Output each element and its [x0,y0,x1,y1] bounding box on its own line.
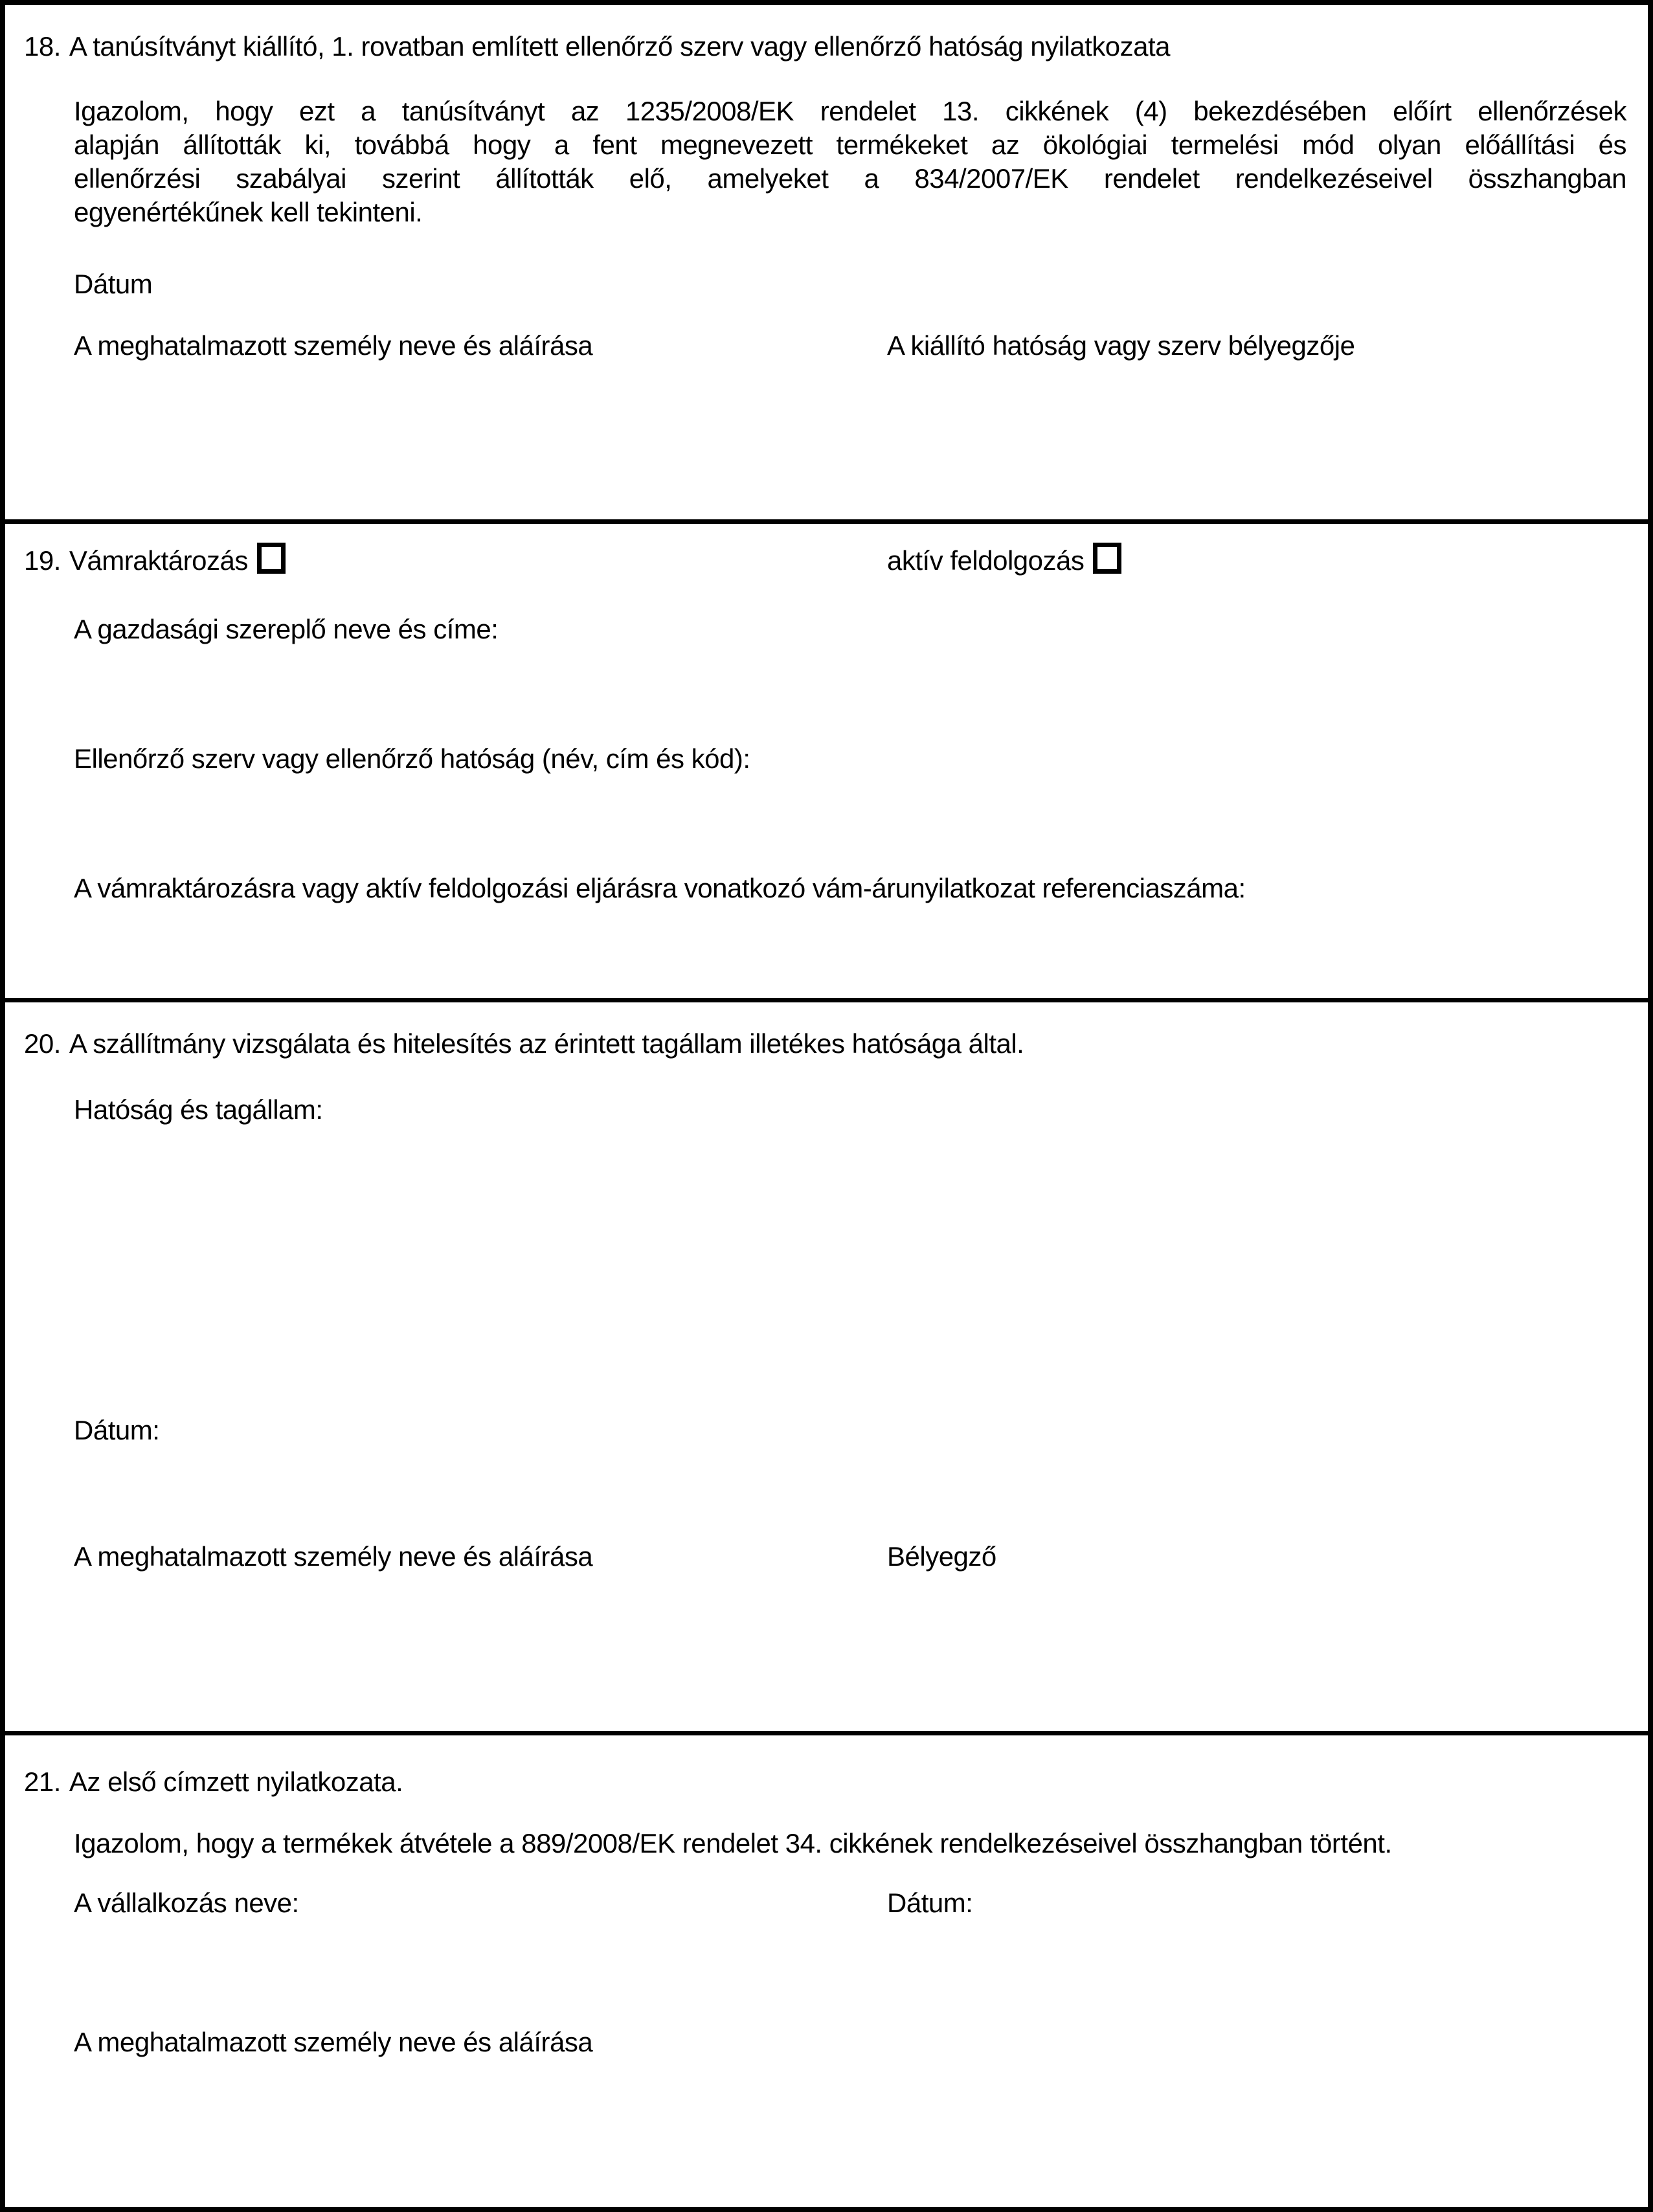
customs-warehousing-label: Vámraktározás [69,545,248,576]
declaration-line: Igazolom, hogy ezt a tanúsítványt az 1235/2008/EK rendelet 13. cikkének (4) bekezdésében előírt ellenőrzések [74,96,1626,126]
section-divider [5,998,1648,1002]
section-21-title: Az első címzett nyilatkozata. [69,1766,403,1797]
section-20-stamp-label: Bélyegző [887,1541,996,1572]
inward-processing-checkbox[interactable] [1093,543,1121,574]
section-18-title: A tanúsítványt kiállító, 1. rovatban említett ellenőrző szerv vagy ellenőrző hatóság nyilatkozata [69,31,1171,62]
inward-processing-label: aktív feldolgozás [887,545,1085,576]
section-19-heading [24,543,286,578]
section-18-declaration [74,95,1626,229]
section-21-heading [24,1765,403,1799]
declaration-line: ellenőrzési szabályai szerint állították elő, amelyeket a 834/2007/EK rendelet rendelkezéseivel összhangban [74,163,1626,194]
section-20-title: A szállítmány vizsgálata és hitelesítés az érintett tagállam illetékes hatósága által. [69,1028,1024,1059]
declaration-line: egyenértékűnek kell tekinteni. [74,197,423,227]
section-divider [5,1731,1648,1735]
section-19-number: 19. [24,545,61,576]
authority-member-state-label: Hatóság és tagállam: [74,1094,323,1125]
section-18-number: 18. [24,31,61,62]
customs-declaration-reference-label: A vámraktározásra vagy aktív feldolgozási eljárásra vonatkozó vám-árunyilatkozat referenciaszáma: [74,873,1246,903]
section-21-declaration: Igazolom, hogy a termékek átvétele a 889/2008/EK rendelet 34. cikkének rendelkezéseivel összhangban történt. [74,1828,1392,1858]
inspection-body-label: Ellenőrző szerv vagy ellenőrző hatóság (név, cím és kód): [74,743,750,774]
company-name-label: A vállalkozás neve: [74,1888,299,1918]
inward-processing-option [887,543,1121,578]
operator-name-address-label: A gazdasági szereplő neve és címe: [74,614,499,644]
section-20-number: 20. [24,1028,61,1059]
section-21-number: 21. [24,1766,61,1797]
declaration-line: alapján állították ki, továbbá hogy a fent megnevezett termékeket az ökológiai termelési mód olyan előállítási és [74,130,1626,160]
section-21-date-label: Dátum: [887,1888,973,1918]
section-18-date-label: Dátum [74,269,153,299]
section-18-signature-label: A meghatalmazott személy neve és aláírása [74,330,593,361]
section-20-date-label: Dátum: [74,1415,160,1445]
customs-warehousing-checkbox[interactable] [257,543,286,574]
section-18-heading [24,30,1170,63]
section-18-stamp-label: A kiállító hatóság vagy szerv bélyegzője [887,330,1355,361]
section-20-heading [24,1027,1024,1061]
section-21-signature-label: A meghatalmazott személy neve és aláírása [74,2027,593,2057]
section-divider [5,519,1648,524]
section-20-signature-label: A meghatalmazott személy neve és aláírása [74,1541,593,1572]
